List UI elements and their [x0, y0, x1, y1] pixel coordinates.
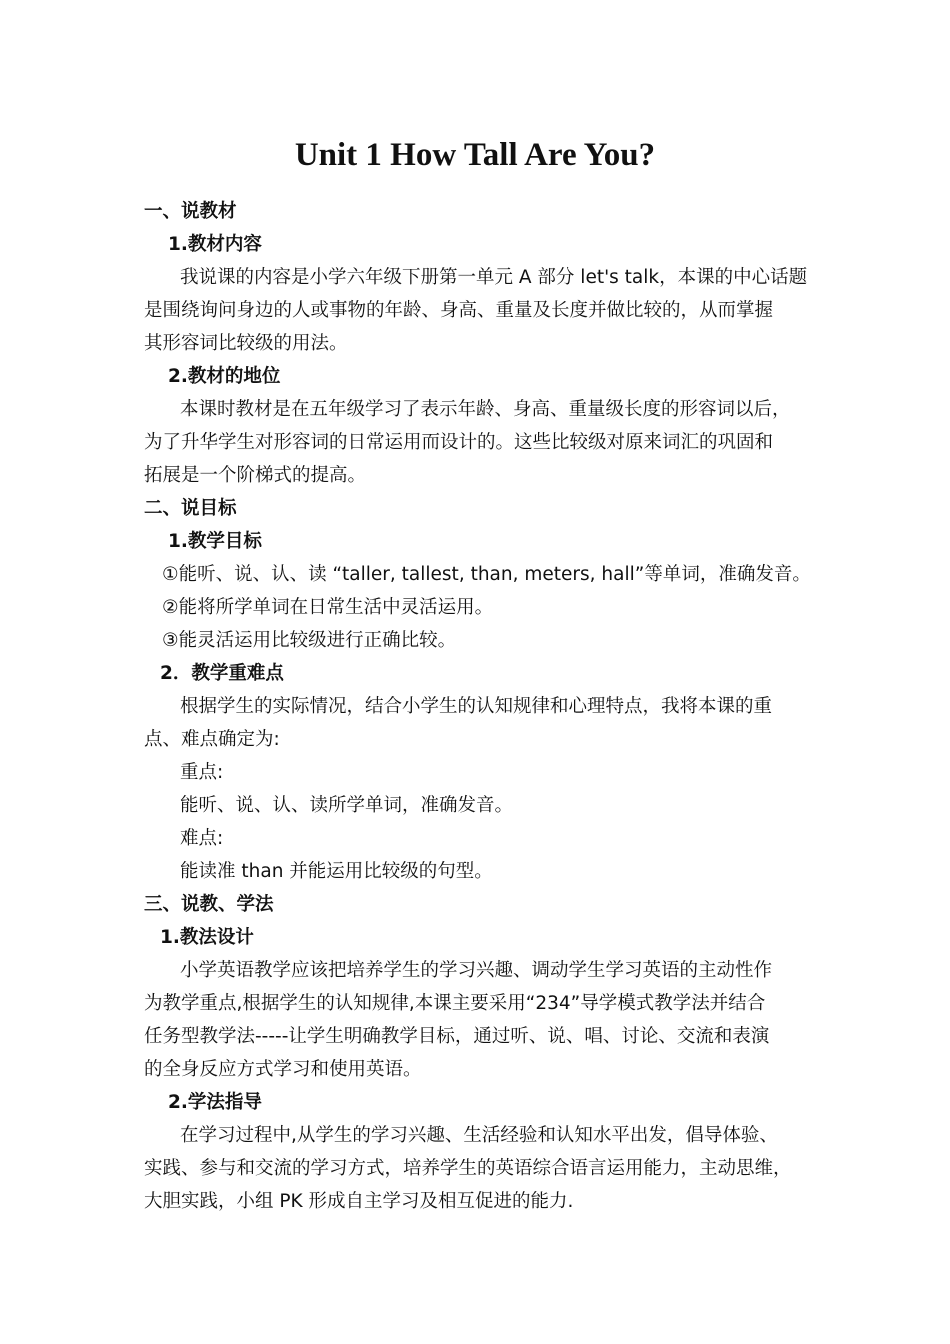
key-point-label: 重点:	[180, 762, 224, 783]
paragraph-line: 其形容词比较级的用法。	[144, 333, 348, 354]
subheading-learning-guidance: 2.学法指导	[168, 1092, 262, 1113]
paragraph-line: 小学英语教学应该把培养学生的学习兴趣、调动学生学习英语的主动性作	[180, 960, 773, 981]
list-item: ③能灵活运用比较级进行正确比较。	[162, 630, 457, 651]
paragraph-line: 本课时教材是在五年级学习了表示年龄、身高、重量级长度的形容词以后，	[180, 399, 791, 420]
list-item: ②能将所学单词在日常生活中灵活运用。	[162, 597, 494, 618]
subheading-material-status: 2.教材的地位	[168, 366, 281, 387]
paragraph-line: 在学习过程中,从学生的学习兴趣、生活经验和认知水平出发，倡导体验、	[180, 1125, 778, 1146]
subheading-key-difficult-points: 2．教学重难点	[160, 663, 284, 684]
document-body	[144, 195, 809, 1218]
paragraph-line: 为了升华学生对形容词的日常运用而设计的。这些比较级对原来词汇的巩固和	[144, 432, 774, 453]
document-title: Unit 1 How Tall Are You?	[294, 137, 656, 173]
subheading-teaching-method: 1.教法设计	[160, 927, 254, 948]
section-heading-methods: 三、说教、学法	[144, 894, 274, 915]
paragraph-line: 是围绕询问身边的人或事物的年龄、身高、重量及长度并做比较的，从而掌握	[144, 300, 774, 321]
paragraph-line: 为教学重点,根据学生的认知规律,本课主要采用“234”导学模式教学法并结合	[144, 993, 766, 1014]
section-heading-materials: 一、说教材	[144, 201, 237, 222]
subheading-material-content: 1.教材内容	[168, 234, 262, 255]
paragraph-line: 我说课的内容是小学六年级下册第一单元 A 部分 let's talk，本课的中心话题	[180, 267, 808, 288]
key-point-text: 能听、说、认、读所学单词，准确发音。	[180, 795, 514, 816]
section-heading-objectives: 二、说目标	[144, 498, 237, 519]
paragraph-line: 拓展是一个阶梯式的提高。	[144, 465, 367, 486]
list-item: ①能听、说、认、读 “taller, tallest, than, meters, hall”等单词，准确发音。	[162, 564, 811, 585]
subheading-teaching-objectives: 1.教学目标	[168, 531, 262, 552]
paragraph-line: 任务型教学法-----让学生明确教学目标，通过听、说、唱、讨论、交流和表演	[144, 1026, 770, 1047]
paragraph-line: 的全身反应方式学习和使用英语。	[144, 1059, 422, 1080]
paragraph-line: 点、难点确定为:	[144, 729, 280, 750]
paragraph-line: 实践、参与和交流的学习方式，培养学生的英语综合语言运用能力，主动思维，	[144, 1158, 792, 1179]
difficult-point-text: 能读准 than 并能运用比较级的句型。	[180, 861, 493, 882]
paragraph-line: 大胆实践，小组 PK 形成自主学习及相互促进的能力.	[144, 1191, 574, 1212]
difficult-point-label: 难点:	[180, 828, 224, 849]
paragraph-line: 根据学生的实际情况，结合小学生的认知规律和心理特点，我将本课的重	[180, 696, 773, 717]
